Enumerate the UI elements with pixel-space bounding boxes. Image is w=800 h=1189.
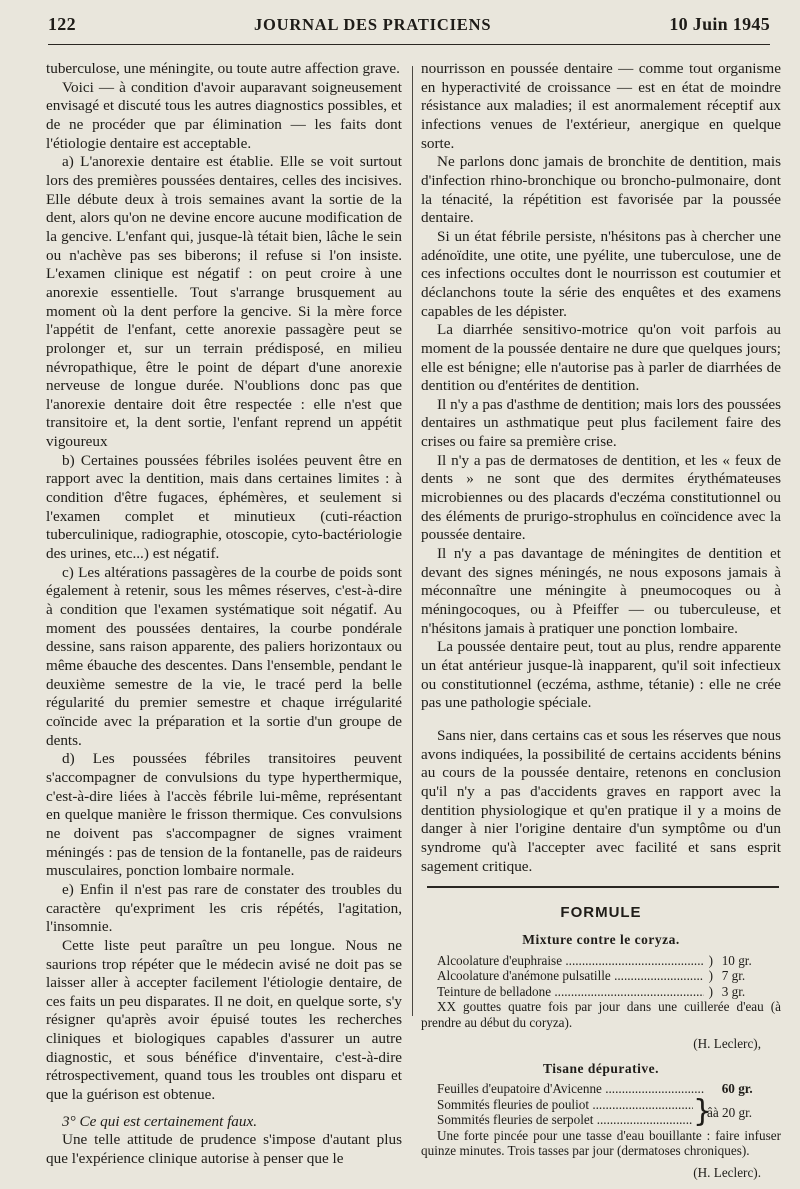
ingredient-line: Alcoolature d'euphraise ..... ) 10 gr.: [421, 953, 781, 969]
formula-heading: FORMULE: [560, 904, 642, 922]
column-divider: [412, 66, 413, 1016]
section-heading: 3° Ce qui est certainement faux.: [62, 1112, 258, 1130]
paragraph: nourrisson en poussée dentaire — comme tout organisme en hyperactivité de croissance — est en état de moindre résistance aux maladies; il est anormalement réceptif aux infections venues de l'extérieur, anergique en quelque sorte.: [421, 60, 781, 152]
paragraph: Cette liste peut paraître un peu longue. Nous ne saurions trop répéter que le médecin avisé ne doit pas se laisser aller à accepter facilement l'étiologie dentaire, de ces faits un peu disparates. Il ne doit, en quelque sorte, s'y résigner qu'après avoir épuisé toutes les recherches cliniques et biologiques capables d'assurer un autre diagnostic, et sous bénéfice d'inventaire, c'est-à-dire rétrospectivement, quand tous les troubles ont disparu et que la guérison est obtenue.: [46, 936, 402, 1104]
left-column: [46, 60, 402, 1169]
recipe-instructions: Une forte pincée pour une tasse d'eau bouillante : faire infuser quinze minutes. Trois tasses par jour (dermatoses chroniques).: [421, 1127, 781, 1159]
ingredient-line: Teinture de belladone ..... ) 3 gr.: [421, 984, 781, 1000]
group-quantity: âà 20 gr.: [707, 1104, 753, 1120]
paragraph: Il n'y a pas d'asthme de dentition; mais lors des poussées dentaires un asthmatique peut plus facilement faire des crises ou faire sa première crise.: [421, 395, 781, 451]
recipe-title: Tisane dépurative.: [542, 1060, 659, 1076]
header-rule: [48, 44, 770, 45]
right-column: [421, 60, 781, 1189]
page-header: [48, 14, 770, 42]
paragraph: c) Les altérations passagères de la courbe de poids sont également à retenir, sous les mêmes réserves, c'est-à-dire à condition que l'examen systématique soit négatif. Au moment des poussées dentaires, la courbe pondérale dessine, sans raison apparente, des paliers horizontaux ou même ébauche des descentes. Dans l'ensemble, pendant le deuxième semestre de la vie, le tracé perd la belle régularité du premier semestre et chaque irrégularité coïncide avec la préparation et la sortie d'un groupe de dents.: [46, 563, 402, 749]
ingredient-name: Sommités fleuries de pouliot .....: [437, 1097, 693, 1113]
recipe-tisane: [421, 1060, 781, 1183]
paragraph: Ne parlons donc jamais de bronchite de dentition, mais d'infection rhino-bronchique ou broncho-pulmonaire, dont la ténacité, la répétition est favorisée par la poussée dentaire.: [421, 153, 781, 227]
recipe-signature: (H. Leclerc).: [693, 1164, 761, 1180]
brace-glyph: }: [693, 1093, 713, 1129]
formula-rule: [427, 886, 779, 888]
paragraph: tuberculose, une méningite, ou toute autre affection grave.: [46, 60, 400, 77]
paragraph: Il n'y a pas de dermatoses de dentition, et les « feux de dents » ne sont que des dermites érythémateuses microbiennes ou des placards d'eczéma constitutionnel ou des éléments de prurigo-strophulus en coïncidence avec la poussée dentaire.: [421, 451, 781, 544]
ingredient-name: Sommités fleuries de serpolet .....: [437, 1112, 693, 1128]
paragraph: d) Les poussées fébriles transitoires peuvent s'accompagner de convulsions du type hyperthermique, c'est-à-dire liées à l'accès fébrile lui-même, représentant en quelque manière le frisson thermique. Ces convulsions ne doivent pas s'accompagner de signes vraiment méningés : pas de tension de la fontanelle, pas de raideurs musculaires, ponction lombaire normale.: [46, 750, 402, 880]
paragraph: e) Enfin il n'est pas rare de constater des troubles du caractère qu'expriment les cris répétés, l'agitation, l'insomnie.: [46, 880, 402, 936]
paragraph: b) Certaines poussées fébriles isolées peuvent être en rapport avec la dentition, mais dans certaines limites : à condition d'être fugaces, éphémères, et seulement si l'examen complet et minutieux (cuti-réaction tuberculinique, radiographie, otoscopie, cyto-bactériologie des urines, etc...) est négatif.: [46, 451, 402, 563]
recipe-title: Mixture contre le coryza.: [522, 931, 680, 947]
issue-date: 10 Juin 1945: [669, 14, 770, 34]
paragraph: Si un état fébrile persiste, n'hésitons pas à chercher une adénoïdite, une otite, une pyélite, une tuberculose, une de ces infections occultes dont le nourrisson est coutumier et déclanchons toute la série des enquêtes et des examens capables de les dépister.: [421, 227, 781, 320]
recipe-coryza: [421, 931, 781, 1054]
paragraph: Il n'y a pas davantage de méningites de dentition et devant des signes méningés, ne nous exposons jamais à méconnaître une méningite à pneumocoques ou à méningocoques, ou à Pfeiffer — ou tuberculeuse, et n'hésitons jamais à pratiquer une ponction lombaire.: [421, 545, 781, 637]
paragraph: Une telle attitude de prudence s'impose d'autant plus que l'expérience clinique autorise à penser que le: [46, 1131, 402, 1168]
ingredient-line: Feuilles d'eupatoire d'Avicenne ..... 60 gr.: [421, 1081, 781, 1097]
paragraph: La poussée dentaire peut, tout au plus, rendre apparente un état antérieur jusque-là inapparent, qu'il soit infectieux ou constitutionnel (eczéma, asthme, tétanie) : elle ne crée pas une pathologie spéciale.: [421, 638, 781, 712]
conclusion-paragraph: Sans nier, dans certains cas et sous les réserves que nous avons indiquées, la possibilité de certains accidents bénins au cours de la poussée dentaire, retenons en conclusion qu'il n'y a pas d'accidents graves en rapport avec la dentition physiologique et qu'en pratique il y a moins de danger à nier l'origine dentaire d'un symptôme ou d'un syndrome qu'à l'accepter avec facilité et sans esprit sagement critique.: [421, 726, 781, 875]
paragraph: Voici — à condition d'avoir auparavant soigneusement envisagé et discuté tous les autres diagnostics possibles, et de ne procéder que par élimination — les faits dont l'étiologie dentaire est acceptable.: [46, 78, 402, 152]
journal-title: JOURNAL DES PRATICIENS: [253, 15, 492, 34]
ingredient-line: Alcoolature d'anémone pulsatille ..... ) 7 gr.: [421, 968, 781, 984]
recipe-instructions: XX gouttes quatre fois par jour dans une cuillerée d'eau (à prendre au début du coryza).: [421, 999, 781, 1030]
page-number: 122: [48, 14, 76, 34]
recipe-signature: (H. Leclerc),: [693, 1036, 761, 1052]
paragraph: a) L'anorexie dentaire est établie. Elle se voit surtout lors des premières poussées dentaires, celles des incisives. Elle débute deux à trois semaines avant la sortie de la dent, alors qu'on ne devine encore aucune modification de la gencive. L'enfant qui, jusque-là tétait bien, lâche le sein ou n'achève pas ses biberons; il refuse si l'on insiste. L'examen clinique est négatif : on peut croire à une anorexie essentielle. Tout s'arrange brusquement au moment où la dent perfore la gencive. Si la mère force l'appétit de l'enfant, cette anorexie passagère peut se prolonger et, sur un terrain prédisposé, en milieu névropathique, être le point de départ d'une anorexie nerveuse de longue durée. N'oublions donc pas que l'anorexie dentaire doit être respectée : elle n'est que transitoire et, la dent sortie, l'enfant reprend un appétit vigoureux: [46, 153, 402, 451]
ingredient-group: [421, 1093, 781, 1129]
paragraph: La diarrhée sensitivo-motrice qu'on voit parfois au moment de la poussée dentaire ne dure que quelques jours; elle est bénigne; elle n'autorise pas à parler de diarrhées de dentition ou d'entérites de dentition.: [421, 321, 781, 395]
